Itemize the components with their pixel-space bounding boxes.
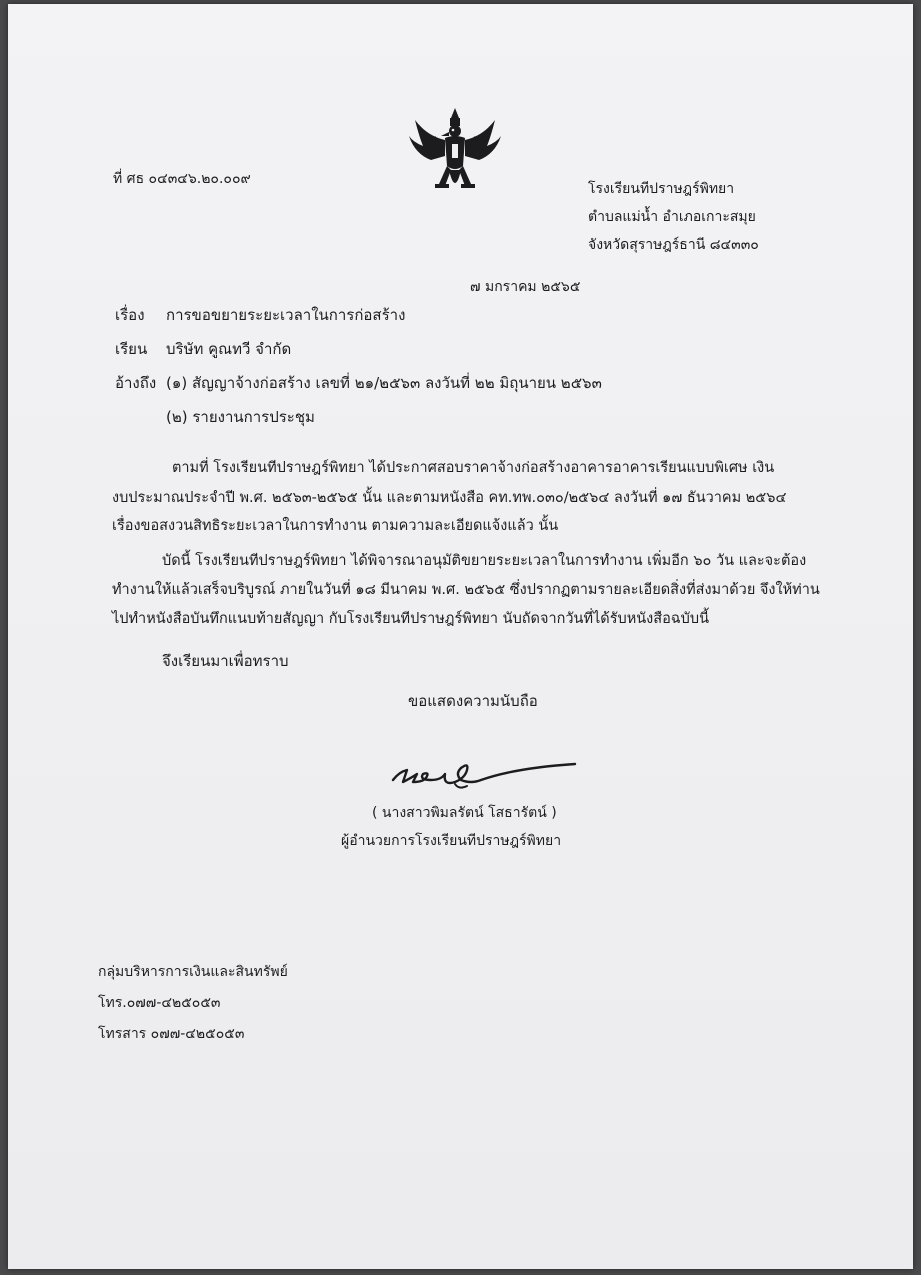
signer-name: ( นางสาวพิมลรัตน์ โสธารัตน์ ) [372,805,557,821]
footer-department: กลุ่มบริหารการเงินและสินทรัพย์ [98,964,288,980]
reference-label: อ้างถึง [115,374,157,392]
reference-item-1: (๑) สัญญาจ้างก่อสร้าง เลขที่ ๒๑/๒๕๖๓ ลงวันที่ ๒๒ มิถุนายน ๒๕๖๓ [166,374,602,392]
recipient-text: บริษัท คูณทวี จำกัด [166,340,292,358]
regards-text: ขอแสดงความนับถือ [408,692,538,710]
signature [385,752,585,802]
paragraph-1-line-1: ตามที่ โรงเรียนทีปราษฎร์พิทยา ได้ประกาศสอบราคาจ้างก่อสร้างอาคารอาคารเรียนแบบพิเศษ เงิน [172,460,775,476]
reference-item-2: (๒) รายงานการประชุม [166,408,315,426]
paragraph-2-line-1: บัดนี้ โรงเรียนทีปราษฎร์พิทยา ได้พิจารณาอนุมัติขยายระยะเวลาในการทำงาน เพิ่มอีก ๖๐ วัน และจะต้อง [162,553,807,569]
sender-address-line-2: ตำบลแม่น้ำ อำเภอเกาะสมุย [588,209,756,225]
footer-fax: โทรสาร ๐๗๗-๔๒๕๐๕๓ [98,1026,245,1042]
paragraph-1-line-3: เรื่องขอสงวนสิทธิระยะเวลาในการทำงาน ตามความละเอียดแจ้งแล้ว นั้น [112,518,559,534]
garuda-emblem [405,106,505,198]
sender-address-line-1: โรงเรียนทีปราษฎร์พิทยา [588,181,735,197]
subject-text: การขอขยายระยะเวลาในการก่อสร้าง [166,306,406,324]
paragraph-2-line-2: ทำงานให้แล้วเสร็จบริบูรณ์ ภายในวันที่ ๑๘ มีนาคม พ.ศ. ๒๕๖๕ ซึ่งปรากฏตามรายละเอียดสิ่งที่ส่งมาด้วย จึงให้ท่าน [112,582,820,598]
paragraph-1-line-2: งบประมาณประจำปี พ.ศ. ๒๕๖๓-๒๕๖๕ นั้น และตามหนังสือ คท.ทพ.๐๓๐/๒๕๖๔ ลงวันที่ ๑๗ ธันวาคม ๒๕๖๔ [112,490,787,506]
paragraph-2-line-3: ไปทำหนังสือบันทึกแนบท้ายสัญญา กับโรงเรียนทีปราษฎร์พิทยา นับถัดจากวันที่ได้รับหนังสือฉบับนี้ [112,611,710,627]
document-number: ที่ ศธ ๐๔๓๔๖.๒๐.๐๐๙ [113,171,251,187]
recipient-label: เรียน [115,340,148,358]
signer-title: ผู้อำนวยการโรงเรียนทีปราษฎร์พิทยา [341,833,562,849]
letter-date: ๗ มกราคม ๒๕๖๕ [470,279,581,295]
sender-address-line-3: จังหวัดสุราษฎร์ธานี ๘๔๓๓๐ [588,237,759,253]
footer-telephone: โทร.๐๗๗-๔๒๕๐๕๓ [98,995,221,1011]
closing-text: จึงเรียนมาเพื่อทราบ [162,652,289,670]
subject-label: เรื่อง [115,306,145,324]
